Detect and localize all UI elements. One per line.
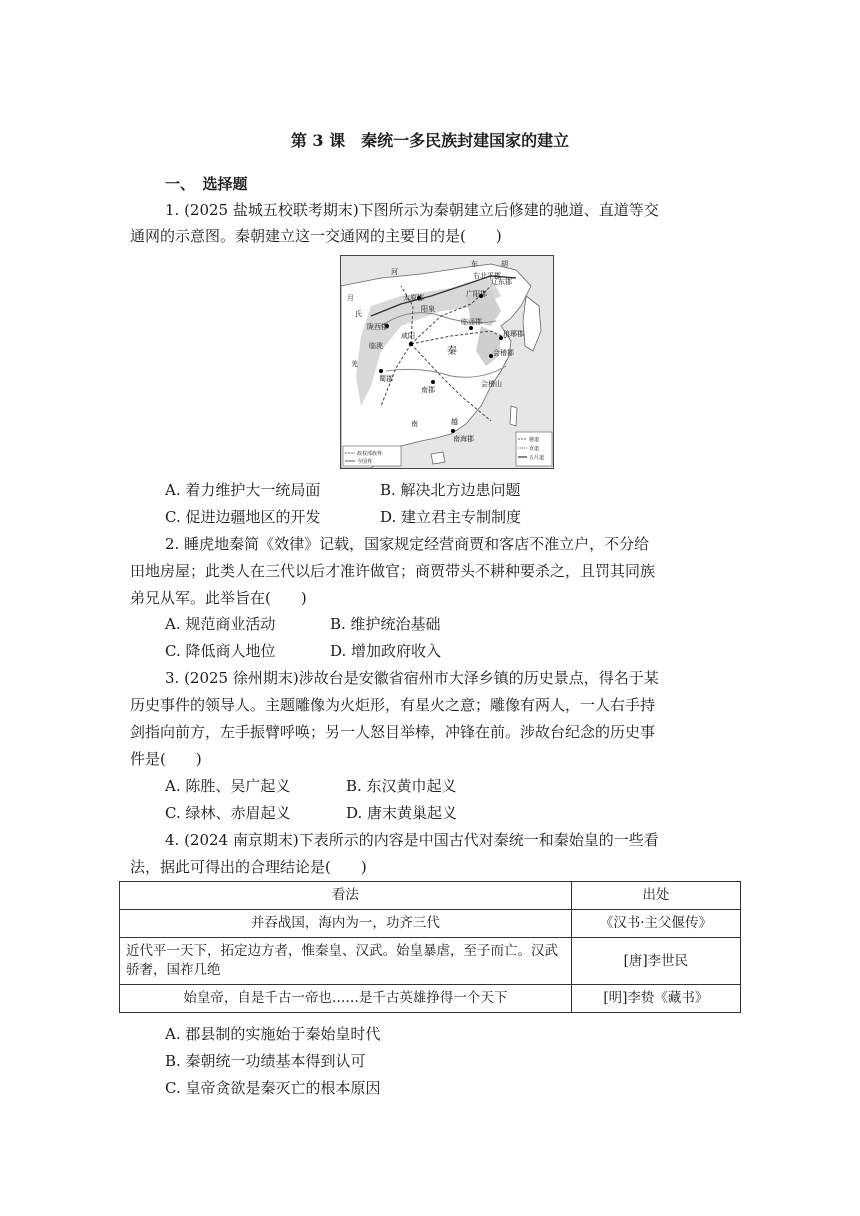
- map-label: 东: [471, 260, 478, 268]
- xianyang-dot: [409, 342, 413, 346]
- q4-option-c[interactable]: C. 皇帝贪欲是秦灭亡的根本原因: [165, 1079, 381, 1097]
- map-label: 太原郡: [403, 294, 424, 302]
- map-label: 临淄郡: [461, 318, 482, 326]
- map-label: 胡: [501, 260, 508, 268]
- map-label: 河: [391, 268, 398, 276]
- q2-option-b[interactable]: B. 维护统治基础: [330, 615, 441, 633]
- q2-option-a[interactable]: A. 规范商业活动: [165, 615, 276, 633]
- opinion-table: [119, 881, 741, 1013]
- q1-option-a[interactable]: A. 着力维护大一统局面: [165, 481, 321, 499]
- map-label: 秦: [447, 346, 457, 357]
- map-label: 会稽郡: [493, 349, 514, 357]
- map-label: 南郡: [421, 386, 435, 394]
- map-label: 会稽山: [481, 380, 502, 388]
- q4-line1: 4. (2024 南京期末)下表所示的内容是中国古代对秦统一和秦始皇的一些看: [165, 831, 659, 849]
- map-label: 广阳郡: [466, 290, 487, 298]
- map-label: 蜀郡: [379, 375, 393, 383]
- table-cell-view: 并吞战国，海内为一，功齐三代: [120, 910, 572, 938]
- legend-label: 五尺道: [529, 455, 545, 461]
- map-label: 羌: [351, 360, 358, 368]
- map-label: 咸阳: [401, 332, 415, 340]
- table-row: [120, 938, 741, 985]
- q3-line4: 件是( ): [130, 750, 202, 768]
- q1-option-d[interactable]: D. 建立君主专制制度: [380, 508, 522, 526]
- q2-option-c[interactable]: C. 降低商人地位: [165, 642, 276, 660]
- q3-option-c[interactable]: C. 绿林、赤眉起义: [165, 804, 291, 822]
- table-row: [120, 910, 741, 938]
- table-cell-source: 《汉书·主父偃传》: [571, 910, 740, 938]
- legend-label: 今国界: [357, 459, 373, 465]
- q3-line1: 3. (2025 徐州期末)涉故台是安徽省宿州市大泽乡镇的历史景点，得名于某: [165, 669, 659, 687]
- qin-road-map: [340, 255, 554, 469]
- page-title: 第 3 课 秦统一多民族封建国家的建立: [290, 131, 570, 150]
- q3-option-a[interactable]: A. 陈胜、吴广起义: [165, 777, 291, 795]
- table-row: [120, 985, 741, 1013]
- map-label: 越: [451, 418, 458, 426]
- q4-line2: 法，据此可得出的合理结论是( ): [130, 858, 367, 876]
- map-label: 陇西郡: [367, 323, 388, 331]
- q4-option-a[interactable]: A. 郡县制的实施始于秦始皇时代: [165, 1025, 381, 1043]
- table-cell-source: [唐]李世民: [571, 938, 740, 985]
- q3-option-d[interactable]: D. 唐末黄巢起义: [346, 804, 458, 822]
- table-header-view: 看法: [120, 882, 572, 910]
- table-header-row: [120, 882, 741, 910]
- map-label: 辽东郡: [491, 278, 512, 286]
- map-label: 临洮: [369, 342, 383, 350]
- q2-line2: 田地房屋；此类人在三代以后才准许做官；商贾带头不耕种要杀之，且罚其同族: [130, 562, 656, 580]
- map-label: 阳泉: [421, 305, 435, 313]
- map-label: 南海郡: [453, 435, 474, 443]
- q3-line3: 剑指向前方，左手振臂呼唤；另一人怒目举棒，冲锋在前。涉故台纪念的历史事: [130, 723, 656, 741]
- q3-option-b[interactable]: B. 东汉黄巾起义: [346, 777, 457, 795]
- table-cell-source: [明]李贽《藏书》: [571, 985, 740, 1013]
- table-header-source: 出处: [571, 882, 740, 910]
- q1-option-b[interactable]: B. 解决北方边患问题: [380, 481, 521, 499]
- legend-label: 政权部族界: [357, 451, 383, 457]
- map-label: 琅琊郡: [503, 330, 524, 338]
- legend-label: 驰道: [529, 437, 540, 443]
- q2-option-d[interactable]: D. 增加政府收入: [330, 642, 442, 660]
- map-label: 南: [411, 420, 418, 428]
- q1-line1: 1. (2025 盐城五校联考期末)下图所示为秦朝建立后修建的驰道、直道等交: [165, 201, 659, 219]
- q2-line3: 弟兄从军。此举旨在( ): [130, 589, 307, 607]
- q2-line1: 2. 睡虎地秦简《效律》记载，国家规定经营商贾和客店不准立户，不分给: [165, 535, 650, 553]
- table-cell-view: 近代平一天下，拓定边方者，惟秦皇、汉武。始皇暴虐，至子而亡。汉武骄奢，国祚几绝: [120, 938, 572, 985]
- q3-line2: 历史事件的领导人。主题雕像为火炬形，有星火之意；雕像有两人，一人右手持: [130, 696, 656, 714]
- map-graphic: [341, 256, 553, 468]
- table-cell-view: 始皇帝，自是千古一帝也……是千古英雄挣得一个天下: [120, 985, 572, 1013]
- map-label: 氏: [355, 310, 362, 318]
- legend-label: 直道: [529, 446, 540, 452]
- map-label: 月: [347, 294, 354, 302]
- q1-option-c[interactable]: C. 促进边疆地区的开发: [165, 508, 321, 526]
- section-heading: 一、 选择题: [165, 175, 248, 193]
- q1-line2: 通网的示意图。秦朝建立这一交通网的主要目的是( ): [130, 227, 502, 245]
- map-label: 右北平郡: [473, 272, 501, 280]
- q4-option-b[interactable]: B. 秦朝统一功绩基本得到认可: [165, 1052, 366, 1070]
